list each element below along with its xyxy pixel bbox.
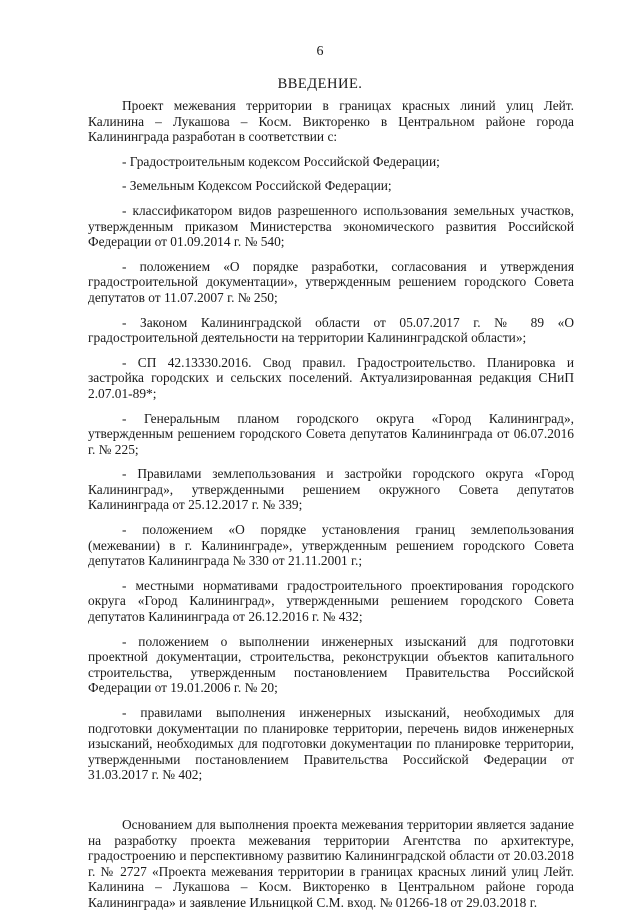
list-item: - Правилами землепользования и застройки городского округа «Город Калининград», утвержденными решением окружного Совета депутатов Калининграда от 25.12.2017 г. № 339;	[88, 466, 574, 513]
list-item: - правилами выполнения инженерных изысканий, необходимых для подготовки документации по планировке территории, перечень видов инженерных изысканий, необходимых для подготовки документации по планировке территории, утвержденными постановлением Правительства Российской Федерации от 31.03.2017 г. № 402;	[88, 705, 574, 783]
list-item: - Генеральным планом городского округа «Город Калининград», утвержденным решением городского Совета депутатов Калининграда от 06.07.2016 г. № 225;	[88, 410, 574, 457]
list-item: - Земельным Кодексом Российской Федерации;	[122, 178, 392, 194]
list-item: - СП 42.13330.2016. Свод правил. Градостроительство. Планировка и застройка городских и сельских поселений. Актуализированная редакция СНиП 2.07.01-89*;	[88, 354, 574, 401]
section-heading: ВВЕДЕНИЕ.	[277, 76, 363, 92]
document-body	[88, 98, 574, 911]
basis-paragraph: Основанием для выполнения проекта межевания территории является задание на разработку проекта межевания территории Агентства по архитектуре, градостроению и перспективному развитию Калининградской области от 20.03.2018 г. № 2727 «Проекта межевания территории в границах красных линий улиц Лейт. Калинина – Лукашова – Косм. Викторенко в Центральном районе города Калининграда» и заявление Ильницкой С.М. вход. № 01266-18 от 29.03.2018 г.	[88, 816, 574, 910]
list-item: - положением «О порядке разработки, согласования и утверждения градостроительной документации», утвержденным решением городского Совета депутатов от 11.07.2007 г. № 250;	[88, 258, 574, 305]
list-item: - положением «О порядке установления границ землепользования (межевании) в г. Калининграде», утвержденным решением городского Совета депутатов Калининграда № 330 от 21.11.2001 г.;	[88, 522, 574, 569]
page-number: 6	[316, 44, 324, 59]
intro-paragraph: Проект межевания территории в границах красных линий улиц Лейт. Калинина – Лукашова – Косм. Викторенко в Центральном районе города Калининграда разработан в соответствии с:	[88, 98, 574, 145]
list-item: - классификатором видов разрешенного использования земельных участков, утвержденным приказом Министерства экономического развития Российской Федерации от 01.09.2014 г. № 540;	[88, 202, 574, 250]
list-item: - положением о выполнении инженерных изысканий для подготовки проектной документации, строительства, реконструкции объектов капитального строительства, утвержденным постановлением Правительства Российской Федерации от 19.01.2006 г. № 20;	[88, 633, 574, 696]
list-item: - Градостроительным кодексом Российской Федерации;	[122, 153, 440, 169]
list-item: - Законом Калининградской области от 05.07.2017 г. № 89 «О градостроительной деятельности на территории Калининградской области»;	[88, 314, 574, 346]
list-item: - местными нормативами градостроительного проектирования городского округа «Город Калининград», утвержденными решением городского Совета депутатов Калининграда от 26.12.2016 г. № 432;	[88, 577, 574, 625]
